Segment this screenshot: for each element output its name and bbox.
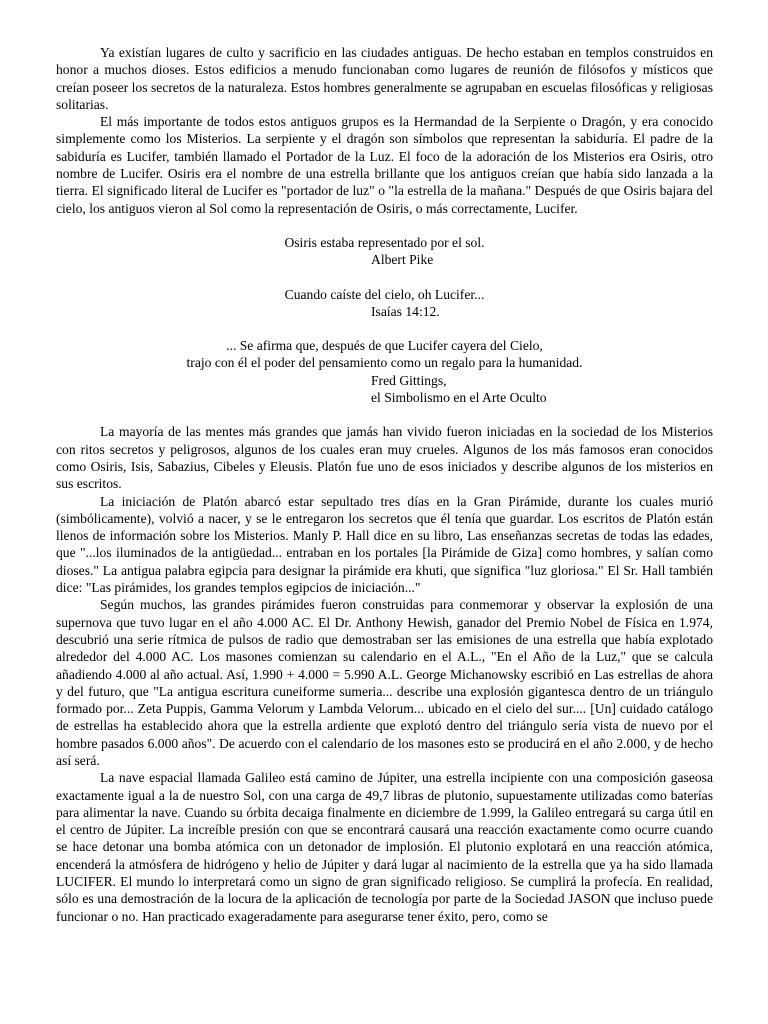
quote-source: el Simbolismo en el Arte Oculto [371, 390, 547, 406]
paragraph-galileo: La nave espacial llamada Galileo está camino de Júpiter, una estrella incipiente con una composición gaseosa exactamente igual a la de nuestro Sol, con una carga de 49,7 libras de plutonio, supuestamente utilizadas como baterías para alimentar la nave. Cuando su órbita decaiga finalmente en diciembre de 1.999, la Galileo entregará su carga útil en el centro de Júpiter. La increíble presión con que se encontrará causará una reacción exactamente como ocurre cuando se hace detonar una bomba atómica con un detonador de implosión. El plutonio explotará en una reacción atómica, encenderá la atmósfera de hidrógeno y helio de Júpiter y dará lugar al nacimiento de la estrella que ya ha sido llamada LUCIFER. El mundo lo interpretará como un signo de gran significado religioso. Se cumplirá la profecía. En realidad, sólo es una demostración de la locura de la aplicación de tecnología por parte de la Sociedad JASON que incluso puede funcionar o no. Han practicado exageradamente para asegurarse tener éxito, pero, como se [56, 770, 713, 924]
paragraph-brotherhood-serpent: El más importante de todos estos antiguos grupos es la Hermandad de la Serpiente o Dragón, y era conocido simplemente como los Misterios. La serpiente y el dragón son símbolos que representan la sabiduría. El padre de la sabiduría es Lucifer, también llamado el Portador de la Luz. El foco de la adoración de los Misterios era Osiris, otro nombre de Lucifer. Osiris era el nombre de una estrella brillante que los antiguos creían que había sido lanzada a la tierra. El significado literal de Lucifer es "portador de luz" o "la estrella de la mañana." Después de que Osiris bajara del cielo, los antiguos vieron al Sol como la representación de Osiris, o más correctamente, Lucifer. [56, 114, 713, 216]
document-page [56, 44, 713, 925]
paragraph-supernova: Según muchos, las grandes pirámides fueron construidas para conmemorar y observar la explosión de una supernova que tuvo lugar en el año 4.000 AC. El Dr. Anthony Hewish, ganador del Premio Nobel de Física en 1.974, descubrió una serie rítmica de pulsos de radio que demostraban ser las emisiones de una estrella que había explotado alrededor del 4.000 AC. Los masones comienzan su calendario en el A.L., "En el Año de la Luz," que se calcula añadiendo 4.000 al año actual. Así, 1.990 + 4.000 = 5.990 A.L. George Michanowsky escribió en Las estrellas de ahora y del futuro, que "La antigua escritura cuneiforme sumeria... describe una explosión gigantesca dentro de un triángulo formado por... Zeta Puppis, Gamma Velorum y Lambda Velorum... ubicado en el cielo del sur.... [Un] cuidado catálogo de estrellas ha establecido ahora que la estrella ardiente que explotó dentro del triángulo sería vista de nuevo por el hombre pasados 6.000 años". De acuerdo con el calendario de los masones esto se producirá en el año 2.000, y de hecho así será. [56, 597, 713, 768]
paragraph-plato-initiation: La iniciación de Platón abarcó estar sepultado tres días en la Gran Pirámide, durante los cuales murió (simbólicamente), volvió a nacer, y se le entregaron los secretos que él tenía que guardar. Los escritos de Platón están llenos de información sobre los Misterios. Manly P. Hall dice en su libro, Las enseñanzas secretas de todas las edades, que "...los iluminados de la antigüedad... entraban en los portales [la Pirámide de Giza] como hombres, y salían como dioses." La antigua palabra egipcia para designar la pirámide era khuti, que significa "luz gloriosa." El Sr. Hall también dice: "Las pirámides, los grandes templos egipcios de iniciación..." [56, 493, 713, 596]
quote-line: Cuando caíste del cielo, oh Lucifer... [284, 286, 485, 302]
quote-fred-gittings [56, 337, 713, 406]
quote-line: ... Se afirma que, después de que Lucifer cayera del Cielo, [226, 338, 543, 354]
quote-line: Osiris estaba representado por el sol. [284, 234, 485, 250]
quote-albert-pike [56, 234, 713, 269]
paragraph-cult-places: Ya existían lugares de culto y sacrificio en las ciudades antiguas. De hecho estaban en templos construidos en honor a muchos dioses. Estos edificios a menudo funcionaban como lugares de reunión de filósofos y místicos que creían poseer los secretos de la naturaleza. Estos hombres generalmente se agrupaban en escuelas filosóficas y religiosas solitarias. [56, 45, 713, 112]
quote-source: Albert Pike [371, 252, 434, 268]
quote-source: Isaías 14:12. [371, 303, 440, 319]
quote-source: Fred Gittings, [371, 372, 447, 388]
quote-isaias [56, 286, 713, 321]
paragraph-initiated-minds: La mayoría de las mentes más grandes que jamás han vivido fueron iniciadas en la sociedad de los Misterios con ritos secretos y peligrosos, algunos de los cuales eran muy crueles. Algunos de los más famosos eran conocidos como Osiris, Isis, Sabazius, Cibeles y Eleusis. Platón fue uno de esos iniciados y describe algunos de los misterios en sus escritos. [56, 424, 713, 492]
quote-line: trajo con él el poder del pensamiento como un regalo para la humanidad. [186, 355, 583, 371]
